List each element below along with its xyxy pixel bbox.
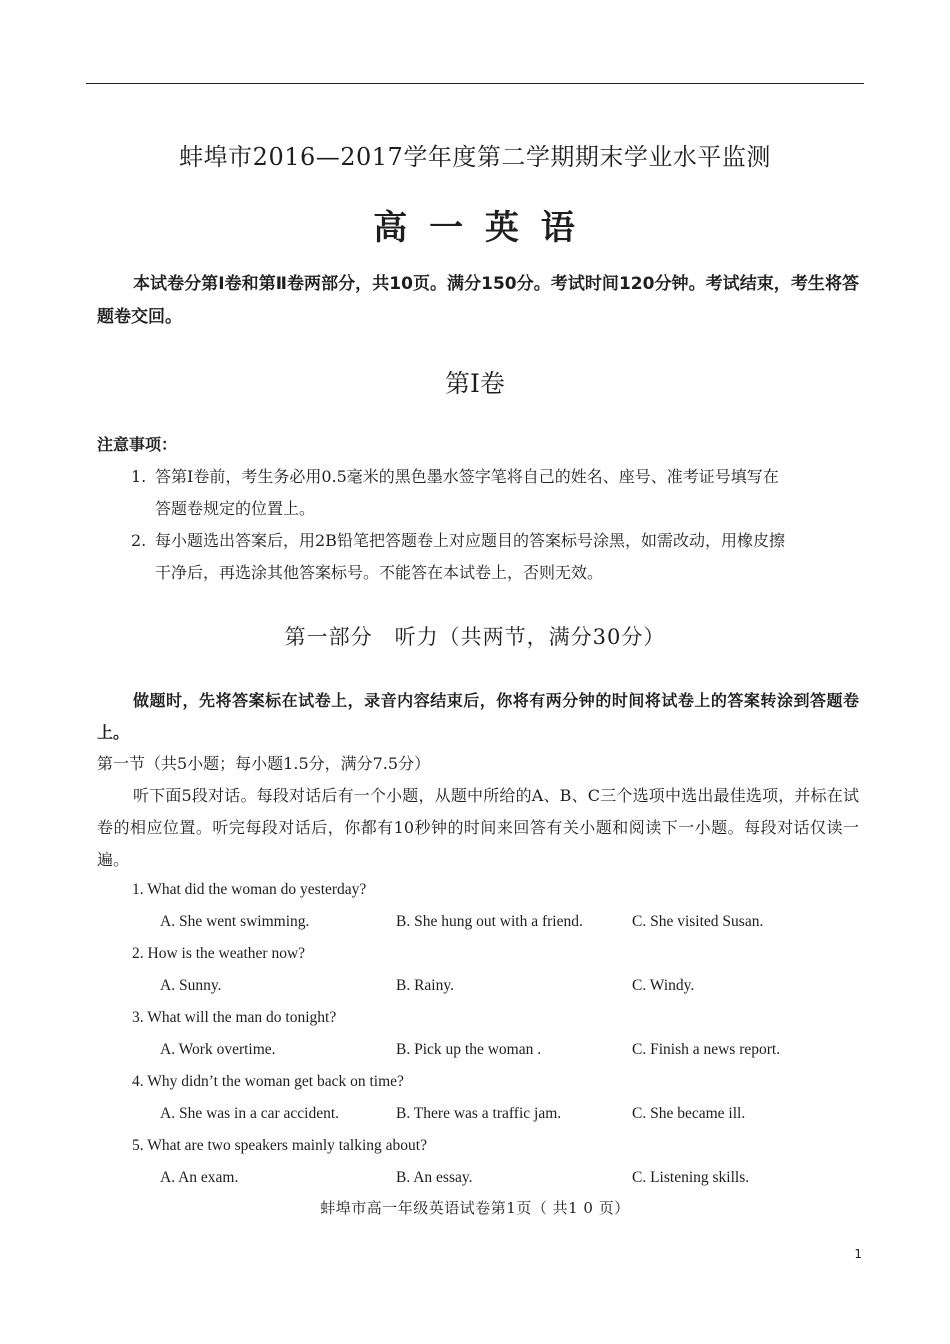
- section-one-title: 第一节（共5小题；每小题1.5分，满分7.5分）: [97, 754, 431, 773]
- question-5: 5. What are two speakers mainly talking about?: [132, 1137, 427, 1154]
- page-footer: 蚌埠市高一年级英语试卷第1页（ 共1 0 页）: [320, 1199, 630, 1217]
- top-rule: [86, 83, 864, 84]
- question-4: 4. Why didn’t the woman get back on time?: [132, 1073, 404, 1090]
- exam-title: 蚌埠市2016—2017学年度第二学期期末学业水平监测: [179, 143, 771, 171]
- question-3: 3. What will the man do tonight?: [132, 1009, 337, 1026]
- note-text: 每小题选出答案后，用2B铅笔把答题卷上对应题目的答案标号涂黑，如需改动，用橡皮擦: [155, 531, 785, 550]
- option-b: B. Rainy.: [396, 977, 454, 994]
- option-b: B. She hung out with a friend.: [396, 913, 583, 930]
- page-number: 1: [854, 1247, 862, 1261]
- option-a: A. Work overtime.: [160, 1041, 276, 1058]
- note-number: 2.: [131, 531, 147, 550]
- subject-title: 高 一 英 语: [373, 208, 577, 248]
- note-item: [131, 525, 859, 589]
- option-c: C. Finish a news report.: [632, 1041, 781, 1058]
- note-text-continued: 答题卷规定的位置上。: [155, 499, 316, 518]
- note-number: 1.: [131, 467, 147, 486]
- option-c: C. She visited Susan.: [632, 913, 764, 930]
- part-one-title: 第一部分 听力（共两节，满分30分）: [284, 625, 666, 649]
- section-one-intro: 听下面5段对话。每段对话后有一个小题，从题中所给的A、B、C三个选项中选出最佳选项，并标在试卷的相应位置。听完每段对话后，你都有10秒钟的时间来回答有关小题和阅读下一小题。每段对话仅读一遍。: [97, 786, 859, 869]
- note-text: 答第Ⅰ卷前，考生务必用0.5毫米的黑色墨水签字笔将自己的姓名、座号、准考证号填写在: [155, 467, 779, 486]
- option-b: B. An essay.: [396, 1169, 473, 1186]
- option-b: B. Pick up the woman .: [396, 1041, 542, 1058]
- question-1: 1. What did the woman do yesterday?: [132, 881, 367, 898]
- notes-heading: 注意事项：: [97, 435, 178, 454]
- option-c: C. Listening skills.: [632, 1169, 750, 1186]
- option-c: C. She became ill.: [632, 1105, 746, 1122]
- option-a: A. An exam.: [160, 1169, 239, 1186]
- option-a: A. She went swimming.: [160, 913, 310, 930]
- option-a: A. She was in a car accident.: [160, 1105, 340, 1122]
- question-2: 2. How is the weather now?: [132, 945, 306, 962]
- option-c: C. Windy.: [632, 977, 695, 994]
- note-text-continued: 干净后，再选涂其他答案标号。不能答在本试卷上，否则无效。: [155, 563, 604, 582]
- exam-intro: 本试卷分第Ⅰ卷和第Ⅱ卷两部分，共10页。满分150分。考试时间120分钟。考试结束，考生将答题卷交回。: [97, 274, 859, 327]
- option-b: B. There was a traffic jam.: [396, 1105, 562, 1122]
- option-a: A. Sunny.: [160, 977, 222, 994]
- part-one-instructions: 做题时，先将答案标在试卷上，录音内容结束后，你将有两分钟的时间将试卷上的答案转涂到答题卷上。: [97, 691, 859, 742]
- note-item: [131, 461, 859, 525]
- volume-title: 第Ⅰ卷: [445, 369, 505, 398]
